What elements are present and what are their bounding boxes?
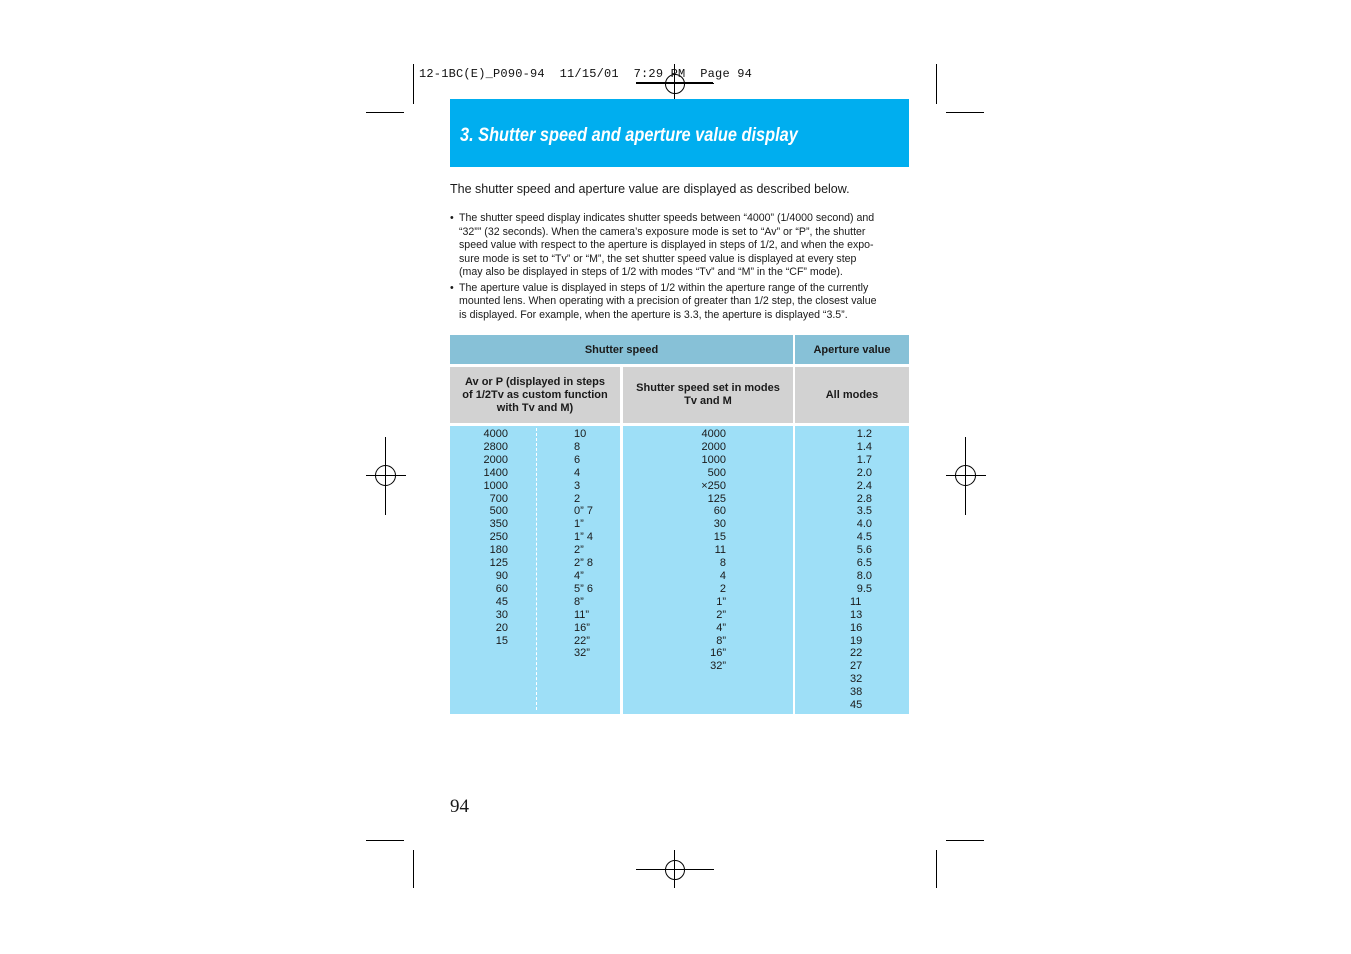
crop-mark [413,64,414,104]
shutter-speed-value: 4 [719,569,726,582]
shutter-speed-value: 4” [716,621,726,634]
shutter-speed-value: 2” [716,608,726,621]
shutter-speed-value: 2 [574,492,581,505]
shutter-speed-value: 1000 [701,453,726,466]
crop-mark [946,840,984,841]
shutter-speed-value: 700 [489,492,508,505]
subheader-av-p: Av or P (displayed in steps of 1/2Tv as custom function with Tv and M) [450,367,620,423]
aperture-value: 27 [850,660,863,673]
bullet-item: • The shutter speed display indicates shutter speeds between “4000” (1/4000 second) and “32”” (32 seconds). When the camera’s exposure mode is set to “Av” or “P”, the shutter speed value with respect to the aperture is displayed in steps of 1/2, and when the expo- sure mode is set to “Tv” or “M”, the set shutter speed value is displayed at every step (may also be displayed in steps of 1/2 with modes “Tv” and “M” in the “CF” mode). [450,212,909,280]
aperture-value: 2.4 [856,479,872,492]
print-slug: 12-1BC(E)_P090-94 11/15/01 7:29 PM Page 94 [419,67,753,81]
shutter-speed-value: 500 [707,466,726,479]
shutter-speed-value: 11 [714,544,726,557]
aperture-value: 32 [850,673,863,686]
av-p-speeds-slow [574,428,614,660]
aperture-value: 22 [850,647,863,660]
shutter-speed-value: 8 [574,440,581,453]
aperture-value: 5.6 [856,544,872,557]
shutter-speed-value: 90 [495,569,508,582]
shutter-speed-value: 30 [713,518,726,531]
aperture-value: 13 [850,608,863,621]
shutter-speed-value: 8 [719,557,726,570]
aperture-value: 38 [850,686,863,699]
registration-mark-right [946,437,986,515]
shutter-speed-value: 1000 [483,479,508,492]
shutter-speed-value: ×250 [701,479,726,492]
shutter-speed-value: 0” 7 [574,505,593,518]
subheader-all-modes: All modes [795,367,909,423]
bullet-item: • The aperture value is displayed in steps of 1/2 within the aperture range of the currently mounted lens. When operating with a precision of greater than 1/2 step, the closest value is displayed. For example, when the aperture is 3.3, the aperture is displayed “3.5”. [450,282,909,323]
registration-mark-bottom [636,850,714,890]
intro-text: The shutter speed and aperture value are displayed as described below. [450,182,850,196]
shutter-speed-value: 180 [489,544,508,557]
aperture-value: 2.0 [856,466,872,479]
aperture-value: 4.0 [856,518,872,531]
shutter-speed-value: 500 [489,505,508,518]
shutter-speed-value: 8” [574,595,584,608]
shutter-speed-value: 60 [713,505,726,518]
shutter-speed-value: 11” [574,608,590,621]
shutter-speed-value: 3 [574,479,581,492]
shutter-speed-value: 32” [710,660,726,673]
aperture-value: 9.5 [856,582,872,595]
shutter-speed-value: 15 [713,531,726,544]
crop-mark [366,840,404,841]
shutter-speed-value: 10 [574,428,587,440]
shutter-speed-value: 15 [495,634,508,647]
shutter-speed-value: 45 [495,595,508,608]
shutter-speed-value: 16” [574,621,590,634]
subheader-tv-m: Shutter speed set in modes Tv and M [623,367,793,423]
shutter-speed-value: 2000 [483,453,508,466]
shutter-speed-value: 8” [716,634,726,647]
shutter-speed-value: 30 [495,608,508,621]
shutter-speed-value: 16” [710,647,726,660]
shutter-speed-value: 2” 8 [574,557,593,570]
page-number: 94 [450,796,469,817]
section-title: 3. Shutter speed and aperture value display [460,125,798,146]
header-aperture-value: Aperture value [795,335,909,364]
aperture-values [838,428,872,712]
column-divider [536,428,537,710]
header-shutter-speed: Shutter speed [450,335,793,364]
shutter-speed-value: 1” [716,595,726,608]
tv-m-speeds [680,428,726,673]
aperture-value: 4.5 [856,531,872,544]
shutter-speed-value: 60 [495,582,508,595]
shutter-speed-value: 1” [574,518,584,531]
crop-mark [413,850,414,888]
shutter-speed-value: 22” [574,634,590,647]
aperture-value: 45 [850,699,863,712]
shutter-speed-value: 4” [574,569,584,582]
aperture-value: 3.5 [856,505,872,518]
aperture-value: 11 [850,595,862,608]
aperture-value: 16 [850,621,863,634]
section-title-banner [450,99,909,167]
crop-mark [936,64,937,104]
shutter-speed-value: 5” 6 [574,582,593,595]
shutter-speed-value: 2800 [483,440,508,453]
shutter-speed-value: 2” [574,544,584,557]
bullet-list [450,212,909,324]
shutter-speed-value: 350 [489,518,508,531]
shutter-speed-value: 1400 [483,466,508,479]
aperture-value: 1.4 [856,440,872,453]
shutter-speed-value: 2 [719,582,726,595]
shutter-speed-value: 20 [495,621,508,634]
shutter-speed-value: 6 [574,453,581,466]
aperture-value: 1.2 [856,428,872,440]
crop-mark [366,112,404,113]
aperture-value: 2.8 [856,492,872,505]
crop-mark [946,112,984,113]
shutter-speed-value: 4000 [701,428,726,440]
crop-mark [936,850,937,888]
shutter-speed-value: 125 [489,557,508,570]
shutter-speed-value: 250 [489,531,508,544]
shutter-speed-value: 4000 [483,428,508,440]
shutter-speed-value: 4 [574,466,581,479]
aperture-value: 1.7 [856,453,872,466]
shutter-speed-value: 32” [574,647,590,660]
shutter-speed-value: 125 [707,492,726,505]
registration-mark-left [366,437,406,515]
av-p-speeds-fast [460,428,508,647]
shutter-speed-value: 2000 [701,440,726,453]
shutter-speed-value: 1” 4 [574,531,593,544]
aperture-value: 8.0 [856,569,872,582]
aperture-value: 6.5 [856,557,872,570]
aperture-value: 19 [850,634,863,647]
